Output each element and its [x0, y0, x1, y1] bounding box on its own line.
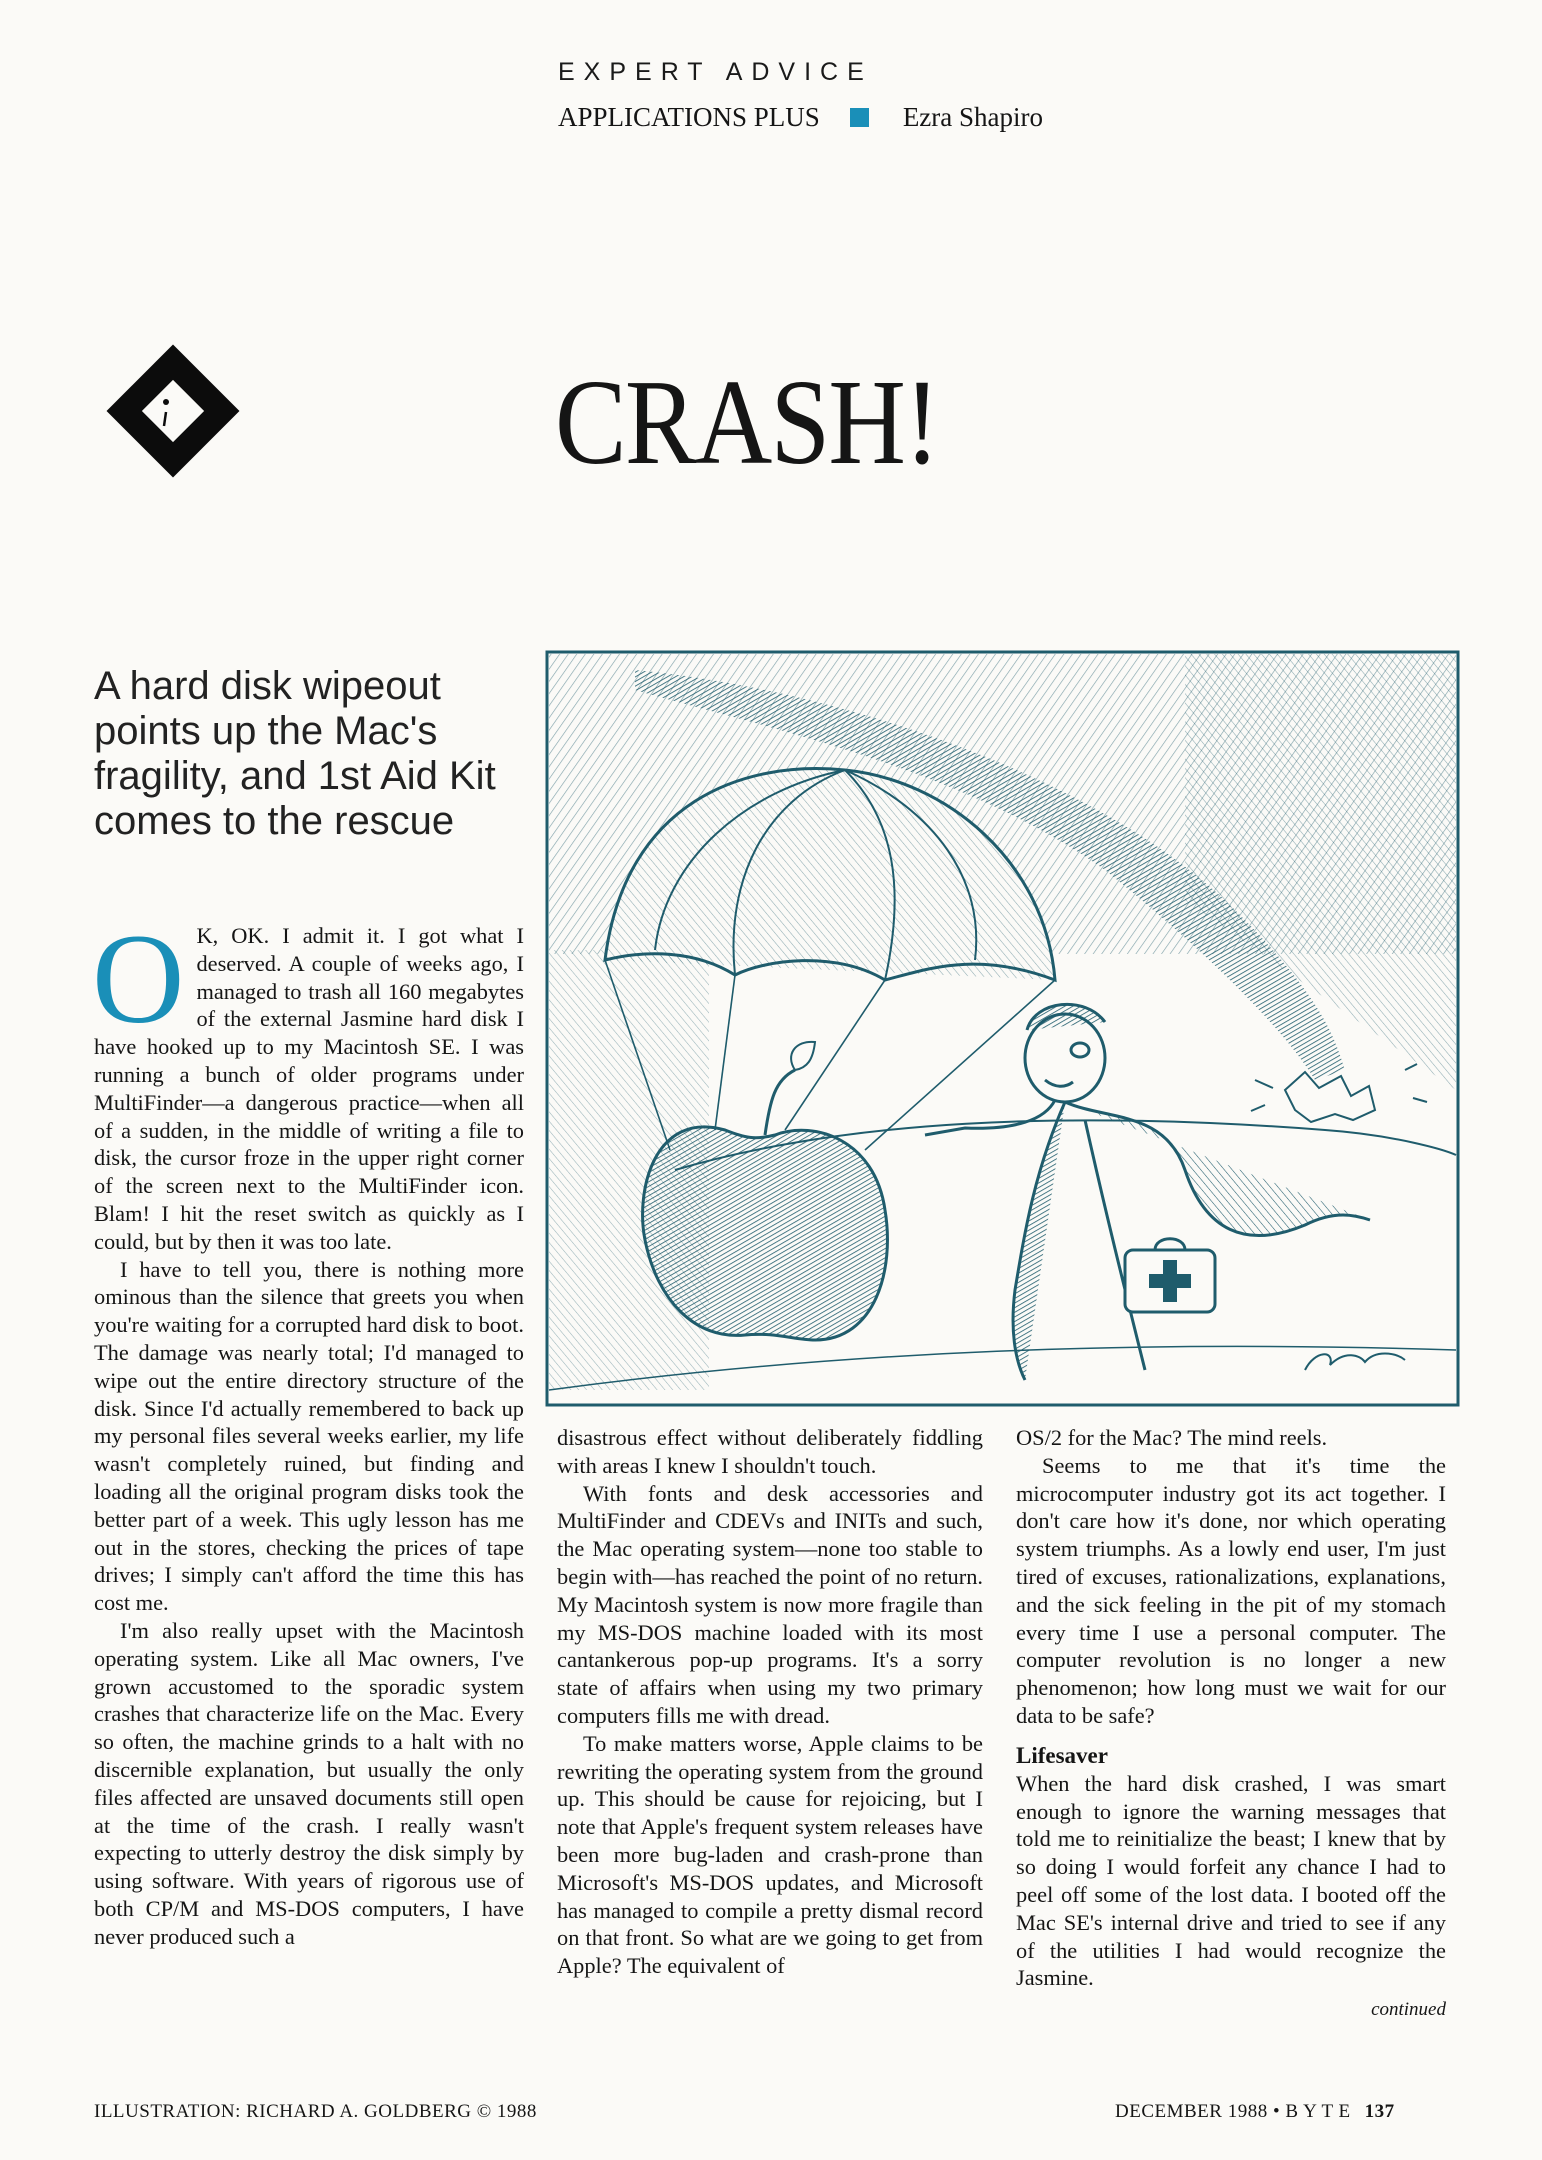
body-column-left-top: [92, 908, 524, 1950]
column-name: APPLICATIONS PLUS: [558, 102, 820, 132]
article-title: CRASH!: [555, 355, 939, 490]
paragraph-text: K, OK. I admit it. I got what I deserved. A couple of weeks ago, I managed to trash all 160 megabytes of the external Jasmine hard disk I have hooked up to my Macintosh SE. I was running a bunch of older programs under MultiFinder—a dangerous practice—when all of a sudden, in the middle of writing a file to disk, the cursor froze in the upper right corner of the screen next to the MultiFinder icon. Blam! I hit the reset switch as quickly as I could, but by then it was too late.: [94, 923, 524, 1254]
drop-cap: O: [92, 908, 185, 1050]
paragraph: I'm also really upset with the Macintosh operating system. Like all Mac owners, I've grown accustomed to the sporadic system crashes that characterize life on the Mac. Every so often, the machine grinds to a halt with no discernible explanation, but usually the only files affected are unsaved documents still open at the time of the crash. I really wasn't expecting to utterly destroy the disk simply by using software. With years of rigorous use of both CP/M and MS-DOS computers, I have never produced such a: [94, 1617, 524, 1949]
section-label: EXPERT ADVICE: [558, 58, 873, 86]
issue-date: DECEMBER 1988 • B Y T E: [1115, 2101, 1351, 2122]
square-bullet-icon: [850, 108, 869, 127]
column-byline: [558, 102, 1043, 133]
article-subhead: A hard disk wipeout points up the Mac's fragility, and 1st Aid Kit comes to the rescue: [94, 664, 496, 843]
diamond-info-icon: [98, 336, 248, 486]
author-name: Ezra Shapiro: [902, 102, 1044, 132]
parachute-apple-illustration: [545, 650, 1460, 1407]
body-column-right: [1016, 1424, 1446, 2024]
page-number: 137: [1364, 2101, 1395, 2122]
section-heading: Lifesaver: [1016, 1742, 1108, 1768]
paragraph: When the hard disk crashed, I was smart enough to ignore the warning messages that told me to reinitialize the beast; I knew that by so doing I would forfeit any chance I had to peel off some of the lost data. I booted off the Mac SE's internal drive and tried to see if any of the utilities I had would recognize the Jasmine.: [1016, 1770, 1446, 1991]
page-footer: [1115, 2101, 1395, 2123]
paragraph: [92, 908, 524, 1256]
paragraph: Seems to me that it's time the microcomputer industry got its act together. I don't care how it's done, nor which operating system triumphs. As a lowly end user, I'm just tired of excuses, rationalizations, explanations, and the sick feeling in the pit of my stomach every time I use a personal computer. The computer revolution is no longer a new phenomenon; how long must we wait for our data to be safe?: [1016, 1452, 1446, 1728]
paragraph: OS/2 for the Mac? The mind reels.: [1016, 1425, 1328, 1450]
paragraph: I have to tell you, there is nothing more ominous than the silence that greets you when you're waiting for a corrupted hard disk to boot. The damage was nearly total; I'd managed to wipe out the entire directory structure of the disk. Since I'd actually remembered to back up my personal files several weeks earlier, my life wasn't completely ruined, but finding and loading all the original program disks took the better part of a week. This ugly lesson has me out in the stores, checking the prices of tape drives; I simply can't afford the time this has cost me.: [94, 1256, 524, 1616]
paragraph: disastrous effect without deliberately fiddling with areas I knew I shouldn't touch.: [557, 1425, 983, 1478]
body-column-middle: [557, 1424, 983, 1980]
paragraph: With fonts and desk accessories and MultiFinder and CDEVs and INITs and such, the Mac operating system—none too stable to begin with—has reached the point of no return. My Macintosh system is now more fragile than my MS-DOS machine loaded with its most cantankerous pop-up programs. It's a sorry state of affairs when using my two primary computers fills me with dread.: [557, 1480, 983, 1728]
continued-label: continued: [1371, 1999, 1446, 2021]
paragraph: To make matters worse, Apple claims to be rewriting the operating system from the ground up. This should be cause for rejoicing, but I note that Apple's frequent system releases have been more bug-laden and crash-prone than Microsoft's MS-DOS updates, and Microsoft has managed to compile a pretty dismal record on that front. So what are we going to get from Apple? The equivalent of: [557, 1730, 983, 1979]
illustration-credit: ILLUSTRATION: RICHARD A. GOLDBERG © 1988: [94, 2101, 537, 2122]
